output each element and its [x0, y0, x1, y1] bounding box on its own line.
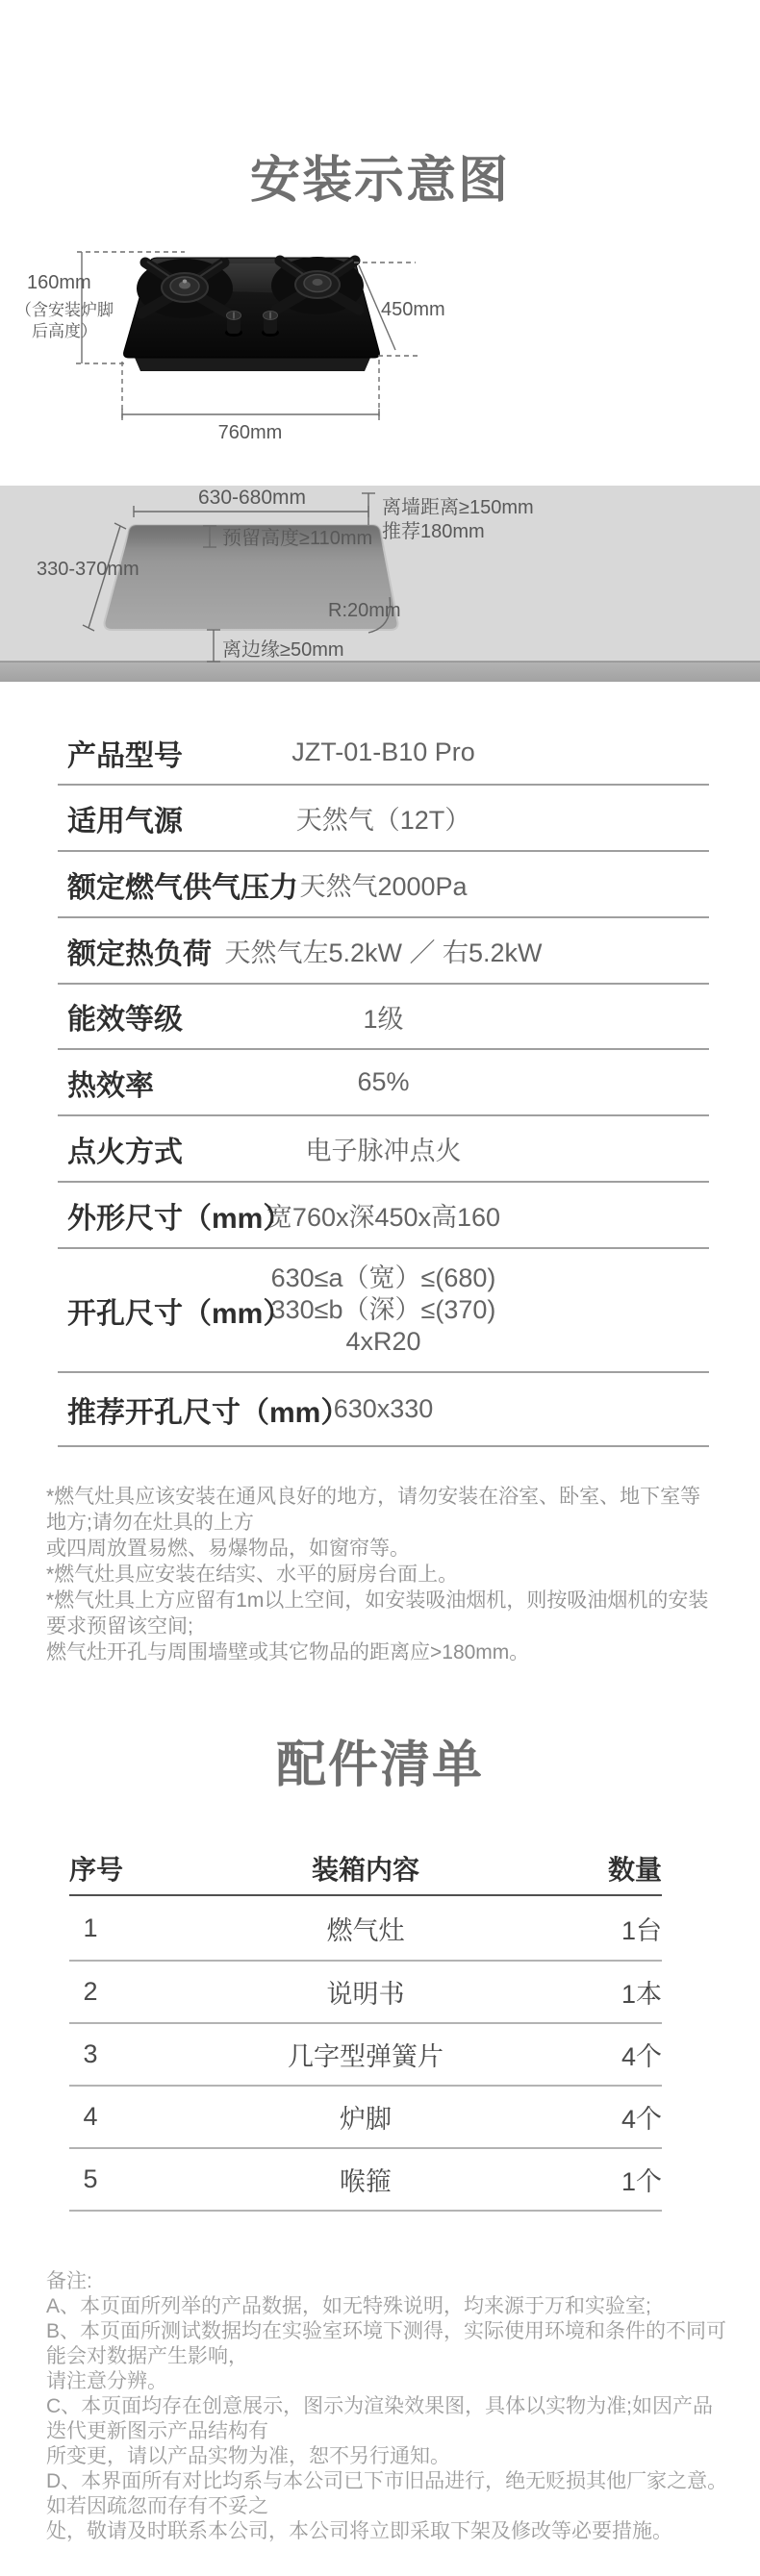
accessory-no: 2 — [83, 1977, 98, 2006]
accessory-item: 炉脚 — [340, 2105, 392, 2134]
remark-line: C、本页面均存在创意展示，图示为渲染效果图，具体以实物为准;如因产品迭代更新图示产品结构有 — [46, 2395, 713, 2442]
spec-row-thermal-efficiency — [58, 1050, 709, 1116]
header-qty: 数量 — [607, 1854, 662, 1885]
installation-notes — [46, 1484, 720, 1665]
spec-label: 外形尺寸（mm） — [67, 1202, 292, 1235]
remark-line: D、本界面所有对比均系与本公司已下市旧品进行，绝无贬损其他厂家之意。如若因疏忽而存有不妥之 — [46, 2470, 728, 2517]
accessory-qty: 1个 — [621, 2167, 662, 2196]
cutout-size-line: 4xR20 — [345, 1327, 421, 1356]
install-note-line: *燃气灶具上方应留有1m以上空间，如安装吸油烟机，则按吸油烟机的安装要求预留该空间; — [46, 1589, 709, 1638]
install-note-line: *燃气灶具应安装在结实、水平的厨房台面上。 — [46, 1563, 459, 1586]
accessory-row — [69, 1896, 662, 1962]
edge-distance-label: 离边缘≥50mm — [222, 639, 344, 661]
spec-label: 开孔尺寸（mm） — [67, 1297, 292, 1330]
spec-value: 630x330 — [333, 1394, 434, 1423]
accessory-no: 4 — [83, 2102, 98, 2131]
accessory-row — [69, 2149, 662, 2212]
spec-table — [58, 721, 709, 1447]
remarks-heading: 备注: — [46, 2270, 92, 2292]
cutout-diagram — [0, 486, 760, 682]
dim-height-label: 160mm — [27, 272, 91, 293]
spec-value: 1级 — [363, 1004, 404, 1034]
dim-depth-label: 450mm — [381, 299, 445, 320]
cutout-size-line: 330≤b（深）≤(370) — [270, 1295, 496, 1324]
remark-line: 处，敬请及时联系本公司，本公司将立即采取下架及修改等必要措施。 — [46, 2520, 672, 2542]
header-item: 装箱内容 — [311, 1854, 419, 1885]
accessory-no: 5 — [83, 2164, 98, 2193]
stove-dimension-diagram — [0, 229, 760, 455]
spec-value: 65% — [357, 1067, 410, 1096]
spec-value: 宽760x深450x高160 — [266, 1203, 501, 1232]
accessories-title: 配件清单 — [275, 1738, 484, 1793]
accessory-no: 3 — [83, 2039, 98, 2068]
cutout-side-range-label: 330-370mm — [37, 559, 139, 580]
install-note-line: 或四周放置易燃、易爆物品，如窗帘等。 — [46, 1538, 410, 1560]
accessory-qty: 1台 — [621, 1915, 662, 1945]
accessory-row — [69, 2087, 662, 2149]
stove-image — [124, 257, 380, 371]
spec-row-ignition — [58, 1116, 709, 1183]
accessory-item: 喉箍 — [340, 2167, 392, 2196]
accessory-no: 1 — [83, 1913, 98, 1942]
accessory-item: 燃气灶 — [326, 1915, 405, 1945]
spec-row-outer-size — [58, 1183, 709, 1249]
spec-label: 能效等级 — [67, 1004, 183, 1036]
wall-distance-label: 离墙距离≥150mm — [382, 497, 534, 518]
spec-label: 热效率 — [67, 1069, 154, 1102]
dim-height-note-1: （含安装炉脚 — [15, 301, 114, 319]
spec-row-cutout-size — [58, 1249, 709, 1373]
spec-value: 电子脉冲点火 — [305, 1137, 462, 1165]
spec-row-model — [58, 721, 709, 786]
spec-label: 推荐开孔尺寸（mm） — [67, 1396, 350, 1429]
wall-distance-recommended-label: 推荐180mm — [382, 521, 485, 542]
remark-line: 所变更，请以产品实物为准，恕不另行通知。 — [46, 2445, 450, 2467]
spec-row-gas-type — [58, 786, 709, 852]
accessory-qty: 4个 — [621, 2105, 662, 2134]
install-note-line: *燃气灶具应该安装在通风良好的地方，请勿安装在浴室、卧室、地下室等地方;请勿在灶具的上方 — [46, 1486, 701, 1534]
cutout-size-line: 630≤a（宽）≤(680) — [270, 1263, 496, 1292]
dim-height-note-2: 后高度） — [32, 322, 97, 340]
accessory-qty: 1本 — [621, 1980, 662, 2009]
remark-line: 请注意分辨。 — [46, 2370, 167, 2392]
remark-line: A、本页面所列举的产品数据，如无特殊说明，均来源于万和实验室; — [46, 2295, 651, 2317]
remark-line: B、本页面所测试数据均在实验室环境下测得，实际使用环境和条件的不同可能会对数据产生影响， — [46, 2320, 727, 2367]
header-no: 序号 — [69, 1854, 124, 1885]
remarks-block — [46, 2269, 729, 2544]
spec-label: 点火方式 — [67, 1136, 183, 1168]
left-burner — [137, 259, 233, 318]
accessories-table — [69, 1841, 662, 2212]
accessory-item: 说明书 — [326, 1980, 405, 2009]
accessories-header-row — [69, 1841, 662, 1896]
spec-row-heat-load — [58, 918, 709, 985]
spec-row-energy-rating — [58, 985, 709, 1050]
spec-label: 额定燃气供气压力 — [67, 871, 298, 904]
reserve-height-label: 预留高度≥110mm — [222, 528, 373, 549]
dim-width-label: 760mm — [217, 422, 283, 443]
spec-value: 天然气2000Pa — [299, 872, 468, 901]
corner-radius-label: R:20mm — [328, 600, 401, 621]
accessory-item: 几字型弹簧片 — [288, 2042, 443, 2071]
cutout-top-range-label: 630-680mm — [197, 487, 307, 509]
spec-label: 产品型号 — [67, 739, 183, 772]
install-note-line: 燃气灶开孔与周围墙壁或其它物品的距离应>180mm。 — [46, 1641, 530, 1663]
accessory-row — [69, 1962, 662, 2024]
accessory-row — [69, 2024, 662, 2087]
spec-row-recommended-cutout — [58, 1373, 709, 1447]
right-burner — [271, 257, 364, 314]
spec-value: JZT-01-B10 Pro — [291, 738, 475, 766]
install-diagram-title: 安装示意图 — [249, 153, 510, 209]
spec-label: 适用气源 — [67, 805, 183, 838]
spec-value: 天然气（12T） — [295, 806, 471, 835]
spec-value: 天然气左5.2kW ／ 右5.2kW — [224, 938, 543, 967]
accessory-qty: 4个 — [621, 2042, 662, 2071]
spec-label: 额定热负荷 — [67, 938, 212, 970]
spec-row-gas-pressure — [58, 852, 709, 918]
